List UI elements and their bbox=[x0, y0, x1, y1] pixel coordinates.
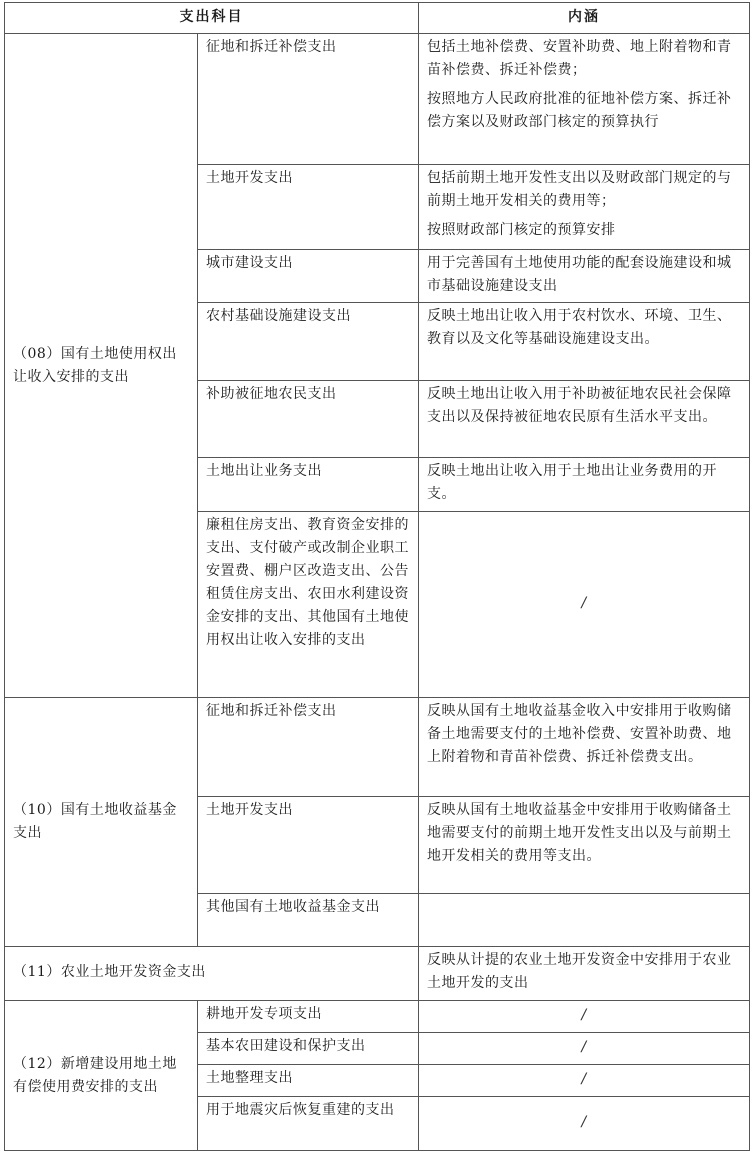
content-text: 反映土地出让收入用于农村饮水、环境、卫生、教育以及文化等基础设施建设支出。 bbox=[427, 308, 732, 347]
content-cell bbox=[419, 458, 750, 512]
empty-value-slash: / bbox=[419, 1065, 750, 1097]
item-cell: 补助被征地农民支出 bbox=[198, 381, 419, 458]
expenditure-table bbox=[4, 2, 750, 1151]
content-text: 包括土地补偿费、安置补助费、地上附着物和青苗补偿费、拆迁补偿费； bbox=[427, 39, 732, 78]
content-cell-empty bbox=[419, 894, 750, 947]
empty-value-slash: / bbox=[419, 1097, 750, 1151]
empty-value-slash: / bbox=[419, 512, 750, 698]
category-cell: （12）新增建设用地土地有偿使用费安排的支出 bbox=[5, 1001, 198, 1151]
item-cell: 其他国有土地收益基金支出 bbox=[198, 894, 419, 947]
content-text: 包括前期土地开发性支出以及财政部门规定的与前期土地开发相关的费用等； bbox=[427, 170, 732, 209]
content-cell bbox=[419, 34, 750, 165]
item-cell: 基本农田建设和保护支出 bbox=[198, 1033, 419, 1065]
table-row bbox=[5, 698, 750, 797]
content-cell bbox=[419, 250, 750, 303]
table-row bbox=[5, 34, 750, 165]
item-cell: 廉租住房支出、教育资金安排的支出、支付破产或改制企业职工安置费、棚户区改造支出、公告租赁住房支出、农田水利建设资金安排的支出、其他国有土地使用权出让收入安排的支出 bbox=[198, 512, 419, 698]
header-content: 内涵 bbox=[419, 3, 750, 34]
content-text: 反映从国有土地收益基金收入中安排用于收购储备土地需要支付的土地补偿费、安置补助费、地上附着物和青苗补偿费、拆迁补偿费支出。 bbox=[427, 703, 732, 765]
content-cell bbox=[419, 797, 750, 894]
content-cell bbox=[419, 947, 750, 1001]
content-text: 反映土地出让收入用于补助被征地农民社会保障支出以及保持被征地农民原有生活水平支出。 bbox=[427, 386, 732, 425]
content-cell bbox=[419, 698, 750, 797]
header-expenditure-item: 支出科目 bbox=[5, 3, 419, 34]
content-text: 反映土地出让收入用于土地出让业务费用的开支。 bbox=[427, 463, 717, 502]
table-row bbox=[5, 947, 750, 1001]
category-cell: （11）农业土地开发资金支出 bbox=[5, 947, 419, 1001]
table-row bbox=[5, 1001, 750, 1033]
empty-value-slash: / bbox=[419, 1001, 750, 1033]
item-cell: 耕地开发专项支出 bbox=[198, 1001, 419, 1033]
item-cell: 征地和拆迁补偿支出 bbox=[198, 698, 419, 797]
content-text: 用于完善国有土地使用功能的配套设施建设和城市基础设施建设支出 bbox=[427, 255, 732, 294]
content-text: 反映从国有土地收益基金中安排用于收购储备土地需要支付的前期土地开发性支出以及与前期土地开发相关的费用等支出。 bbox=[427, 802, 732, 864]
content-text: 反映从计提的农业土地开发资金中安排用于农业土地开发的支出 bbox=[427, 952, 732, 991]
category-cell: （08）国有土地使用权出让收入安排的支出 bbox=[5, 34, 198, 698]
content-text: 按照地方人民政府批准的征地补偿方案、拆迁补偿方案以及财政部门核定的预算执行 bbox=[427, 91, 732, 130]
table-header-row bbox=[5, 3, 750, 34]
empty-value-slash: / bbox=[419, 1033, 750, 1065]
item-cell: 土地整理支出 bbox=[198, 1065, 419, 1097]
content-cell bbox=[419, 381, 750, 458]
item-cell: 土地开发支出 bbox=[198, 797, 419, 894]
item-cell: 城市建设支出 bbox=[198, 250, 419, 303]
item-cell: 农村基础设施建设支出 bbox=[198, 303, 419, 381]
item-cell: 征地和拆迁补偿支出 bbox=[198, 34, 419, 165]
content-cell bbox=[419, 303, 750, 381]
content-text: 按照财政部门核定的预算安排 bbox=[427, 222, 616, 238]
item-cell: 用于地震灾后恢复重建的支出 bbox=[198, 1097, 419, 1151]
item-cell: 土地出让业务支出 bbox=[198, 458, 419, 512]
category-cell: （10）国有土地收益基金支出 bbox=[5, 698, 198, 947]
item-cell: 土地开发支出 bbox=[198, 165, 419, 250]
content-cell bbox=[419, 165, 750, 250]
